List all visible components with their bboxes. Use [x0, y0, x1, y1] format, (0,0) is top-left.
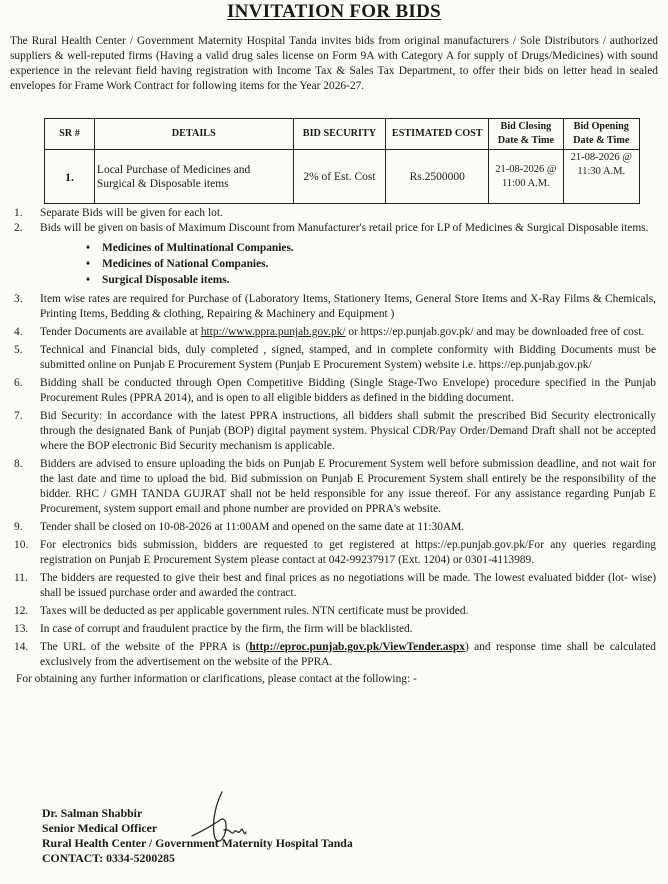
- cell-sr: 1.: [45, 150, 95, 204]
- header-bid-security: BID SECURITY: [293, 119, 386, 150]
- list-item: [0, 640, 660, 670]
- list-item: [0, 457, 660, 517]
- header-bid-closing-line1: Bid Closing: [500, 121, 552, 132]
- item-text: The URL of the website of the PPRA is (: [40, 641, 250, 653]
- list-item: [0, 520, 660, 535]
- contact-intro: For obtaining any further information or clarifications, please contact at the following: -: [16, 673, 417, 685]
- item-number: 1.: [14, 207, 23, 219]
- list-item: [0, 292, 660, 322]
- item-text: Technical and Financial bids, duly completed , signed, stamped, and in complete conformity with Bidding Documents must be submitted online on Punjab E Procurement System (Punjab E Procurement System) website i.e. https://ep.punjab.gov.pk/: [40, 344, 656, 371]
- item-text: Separate Bids will be given for each lot.: [40, 207, 223, 219]
- intro-paragraph: The Rural Health Center / Government Maternity Hospital Tanda invites bids from original manufacturers / Sole Distributors / authorized suppliers & well-reputed firms (Having a valid drug sales license on Form 9A with Category A for supply of Drugs/Medicines) with sound experience in the relevant field having registration with Income Tax & Sales Tax Department, to offer their bids on letter head in sealed envelopes for Frame Work Contract for following items for the Year 2026-27.: [10, 35, 658, 92]
- conditions-list: [0, 206, 660, 687]
- item-number: 11.: [14, 572, 28, 584]
- list-item: [0, 343, 660, 373]
- item-text: Tender shall be closed on 10-08-2026 at 11:00AM and opened on the same date at 11:30AM.: [40, 521, 465, 533]
- item-number: 2.: [14, 222, 23, 234]
- bullet-item: • Surgical Disposable items.: [102, 272, 660, 288]
- list-item: [0, 409, 660, 454]
- cell-details-line1: Local Purchase of Medicines and: [96, 163, 251, 176]
- signatory-designation: Senior Medical Officer: [42, 821, 158, 835]
- list-item: [0, 571, 660, 601]
- item-number: 4.: [14, 326, 23, 338]
- list-item: [0, 206, 660, 221]
- item-text: Bidders are advised to ensure uploading the bids on Punjab E Procurement System well before submission deadline, and not wait for the last date and time to upload the bid. Bid submission on Punjab E Procurement System shall entirely be the responsibility of the bidder. RHC / GMH TANDA GUJRAT shall not be held responsible for any issue thereof. For any assistance regarding Punjab E Procurement, system support email and phone number are provided on PPRA's website.: [40, 458, 656, 515]
- header-bid-opening-line1: Bid Opening: [573, 121, 629, 132]
- signatory-name: Dr. Salman Shabbir: [42, 806, 143, 820]
- bids-table: [44, 118, 640, 204]
- item-number: 10.: [14, 539, 29, 551]
- table-header-row: [45, 119, 640, 150]
- list-item: [0, 622, 660, 637]
- item-number: 8.: [14, 458, 23, 470]
- bullet-item: • Medicines of National Companies.: [102, 256, 660, 272]
- item-text: Taxes will be deducted as per applicable government rules. NTN certificate must be provided.: [40, 605, 469, 617]
- header-bid-opening-line2: Date & Time: [573, 135, 630, 146]
- list-item: [0, 376, 660, 406]
- item-text: ) and response time shall be calculated exclusively from the advertisement on the website of the PPRA.: [40, 641, 656, 668]
- cell-closing-date: 21-08-2026 @: [495, 163, 557, 175]
- cell-details: [94, 150, 293, 204]
- list-item: [0, 604, 660, 619]
- item-number: 7.: [14, 410, 23, 422]
- item-text: Tender Documents are available at: [40, 326, 201, 338]
- item-number: 13.: [14, 623, 29, 635]
- header-details: DETAILS: [94, 119, 293, 150]
- cell-opening-date: 21-08-2026 @: [570, 152, 632, 163]
- cell-opening-time: 11:30 A.M.: [577, 166, 626, 177]
- header-bid-opening: [563, 119, 639, 150]
- header-bid-closing: [489, 119, 563, 150]
- item-text: Bids will be given on basis of Maximum Discount from Manufacturer's retail price for LP of Medicines & Surgical Disposable items.: [40, 222, 649, 234]
- item-text: The bidders are requested to give their best and final prices as no negotiations will be made. The lowest evaluated bidder (lot- wise) shall be issued purchase order and awarded the contract.: [40, 572, 656, 599]
- item-text: or https://ep.punjab.gov.pk/ and may be downloaded free of cost.: [345, 326, 645, 338]
- item-number: 9.: [14, 521, 23, 533]
- item-number: 3.: [14, 293, 23, 305]
- signatory-block: [42, 806, 353, 866]
- table-row: [45, 150, 640, 204]
- list-item: [0, 325, 660, 340]
- item-number: 12.: [14, 605, 29, 617]
- cell-bid-closing: [489, 150, 563, 204]
- item-number: 5.: [14, 344, 23, 356]
- cell-bid-opening: [563, 150, 639, 204]
- bullet-list: [0, 240, 660, 288]
- header-estimated-cost: ESTIMATED COST: [386, 119, 489, 150]
- list-item: [0, 538, 660, 568]
- header-bid-closing-line2: Date & Time: [497, 135, 554, 146]
- cell-closing-time: 11:00 A.M.: [502, 177, 550, 189]
- header-sr: SR #: [45, 119, 95, 150]
- cell-details-line2: Surgical & Disposable items: [96, 177, 229, 190]
- bullet-item: • Medicines of Multinational Companies.: [102, 240, 660, 256]
- item-text: Bidding shall be conducted through Open Competitive Bidding (Single Stage-Two Envelope) procedure specified in the Punjab Procurement Rules (PPRA 2014), and is open to all eligible bidders as defined in the bidding document.: [40, 377, 656, 404]
- signatory-organization: Rural Health Center / Government Maternity Hospital Tanda: [42, 836, 353, 850]
- cell-bid-security: 2% of Est. Cost: [293, 150, 386, 204]
- item-number: 14.: [14, 641, 29, 653]
- item-text: Bid Security: In accordance with the latest PPRA instructions, all bidders shall submit the prescribed Bid Security electronically through the designated Bank of Punjab (BOP) digital payment system. Physical CDR/Pay Order/Demand Draft shall not be accepted where the BOP electronic Bid Security mechanism is applicable.: [40, 410, 656, 452]
- cell-estimated-cost: Rs.2500000: [386, 150, 489, 204]
- page-title: INVITATION FOR BIDS: [226, 1, 442, 22]
- ppra-tender-link[interactable]: http://eproc.punjab.gov.pk/ViewTender.aspx: [249, 641, 465, 653]
- signatory-contact: CONTACT: 0334-5200285: [42, 851, 175, 865]
- item-text: Item wise rates are required for Purchase of (Laboratory Items, Stationery Items, General Store Items and X-Ray Films & Chemicals, Printing Items, Bedding & clothing, Repairing & Machinery and Equipment ): [40, 293, 656, 320]
- item-text: In case of corrupt and fraudulent practice by the firm, the firm will be blacklisted.: [40, 623, 413, 635]
- item-text: For electronics bids submission, bidders are requested to get registered at https://ep.punjab.gov.pk/For any queries regarding registration on Punjab E Procurement System please contact at 042-99237917 (Ext. 1204) or 0301-4113989.: [40, 539, 656, 566]
- ppra-link[interactable]: http://www.ppra.punjab.gov.pk/: [200, 326, 346, 338]
- item-number: 6.: [14, 377, 23, 389]
- list-item: [0, 221, 660, 236]
